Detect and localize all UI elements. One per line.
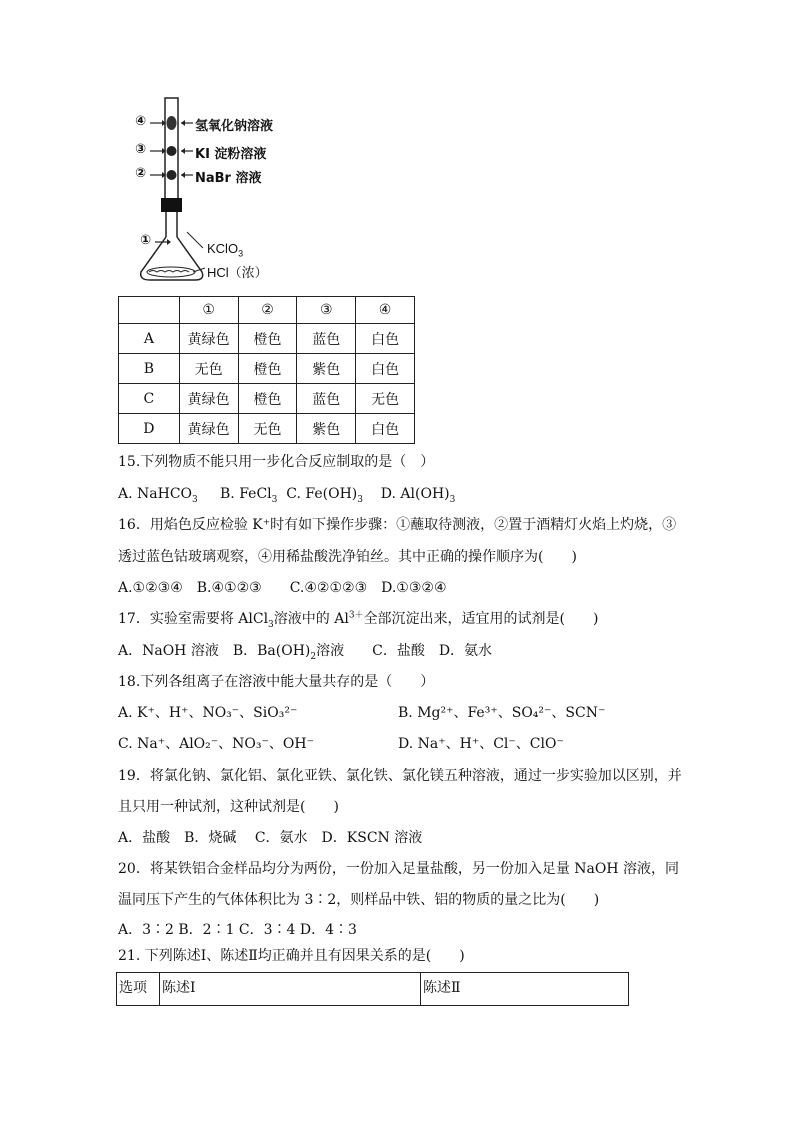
table-cell: 无色 xyxy=(356,384,415,414)
table-header-row xyxy=(117,973,629,1006)
nabr-solution-label: NaBr 溶液 xyxy=(195,171,262,186)
q18-option-b: B. Mg²⁺、Fe³⁺、SO₄²⁻、SCN⁻ xyxy=(398,705,606,721)
q21-table xyxy=(116,972,629,1006)
table-header-cell xyxy=(119,297,180,324)
table-header-cell: ④ xyxy=(356,297,415,324)
q15-option-b: B. FeCl$_3$ xyxy=(220,486,278,505)
q19-line2: 且只用一种试剂，这种试剂是( ) xyxy=(118,799,339,815)
q20-line2: 温同压下产生的气体体积比为 3∶2，则样品中铁、铝的物质的量之比为( ) xyxy=(118,892,600,908)
ki-starch-label: KI 淀粉溶液 xyxy=(195,147,267,162)
q15-option-a: A. NaHCO$_3$ xyxy=(118,486,198,505)
hcl-label: HCl（浓） xyxy=(207,265,268,280)
naoh-solution-label: 氢氧化钠溶液 xyxy=(195,119,274,134)
table-row xyxy=(119,324,415,354)
q15-options xyxy=(118,485,455,503)
table-header-cell: ① xyxy=(179,297,238,324)
table-cell: A xyxy=(119,324,180,354)
table-cell: B xyxy=(119,354,180,384)
table-cell: 黄绿色 xyxy=(179,414,238,444)
kclo3-label: KClO$_3$ xyxy=(207,241,244,259)
table-header-row xyxy=(119,297,415,324)
q16-line2: 透过蓝色钴玻璃观察，④用稀盐酸洗净铂丝。其中正确的操作顺序为( ) xyxy=(118,549,577,565)
table-cell: 橙色 xyxy=(238,354,297,384)
table-header-cell: 陈述Ⅰ xyxy=(160,973,421,1006)
table-row xyxy=(119,414,415,444)
q18-stem: 18.下列各组离子在溶液中能大量共存的是（ ） xyxy=(118,674,435,690)
circle-num-3: ③ xyxy=(135,142,147,157)
table-cell: 橙色 xyxy=(238,384,297,414)
table-cell: 蓝色 xyxy=(297,324,356,354)
q16-line1: 16．用焰色反应检验 K⁺时有如下操作步骤：①蘸取待测液，②置于酒精灯火焰上灼烧，③ xyxy=(118,517,677,533)
q19-options: A．盐酸 B．烧碱 C．氨水 D．KSCN 溶液 xyxy=(118,830,423,846)
q17-stem: 17．实验室需要将 AlCl$_3$溶液中的 $Al^{3+}$全部沉淀出来，适宜用的试剂是( ) xyxy=(118,610,599,630)
q15-stem: 15.下列物质不能只用一步化合反应制取的是（ ） xyxy=(118,454,435,470)
table-cell: D xyxy=(119,414,180,444)
q20-line1: 20．将某铁铝合金样品均分为两份，一份加入足量盐酸，另一份加入足量 NaOH 溶液，同 xyxy=(118,861,679,877)
q20-options: A．3∶2 B．2∶1 C．3∶4 D．4∶3 xyxy=(118,922,357,938)
q18-option-a: A. K⁺、H⁺、NO₃⁻、SiO₃²⁻ xyxy=(118,705,298,721)
circle-num-2: ② xyxy=(135,166,147,181)
q16-options: A.①②③④ B.④①②③ C.④②①②③ D.①③②④ xyxy=(118,580,447,596)
table-cell: 白色 xyxy=(356,354,415,384)
q17-options: A．NaOH 溶液 B．$Ba(OH)_2$溶液 C．盐酸 D．氨水 xyxy=(118,643,493,662)
table-cell: 橙色 xyxy=(238,324,297,354)
table-cell: 无色 xyxy=(179,354,238,384)
color-table xyxy=(118,296,415,444)
q15-option-d: D. $Al(OH)_3$ xyxy=(380,486,456,505)
apparatus-figure xyxy=(125,92,295,287)
table-cell: 白色 xyxy=(356,324,415,354)
table-cell: 紫色 xyxy=(297,414,356,444)
table-row xyxy=(119,384,415,414)
table-header-cell: ③ xyxy=(297,297,356,324)
q18-option-c: C. Na⁺、AlO₂⁻、NO₃⁻、OH⁻ xyxy=(118,736,314,752)
table-header-cell: ② xyxy=(238,297,297,324)
table-header-cell: 陈述Ⅱ xyxy=(421,973,629,1006)
table-row xyxy=(119,354,415,384)
q15-option-c: C. $Fe(OH)_3$ xyxy=(286,486,363,505)
q19-line1: 19．将氯化钠、氯化铝、氯化亚铁、氯化铁、氯化镁五种溶液，通过一步实验加以区别，并 xyxy=(118,768,682,784)
table-cell: 黄绿色 xyxy=(179,384,238,414)
circle-num-4: ④ xyxy=(135,114,147,129)
table-header-cell: 选项 xyxy=(117,973,160,1006)
q21-stem: 21. 下列陈述Ⅰ、陈述Ⅱ均正确并且有因果关系的是( ) xyxy=(118,948,465,964)
table-cell: 蓝色 xyxy=(297,384,356,414)
table-cell: 白色 xyxy=(356,414,415,444)
table-cell: 无色 xyxy=(238,414,297,444)
circle-num-1: ① xyxy=(140,233,152,248)
table-cell: C xyxy=(119,384,180,414)
table-cell: 紫色 xyxy=(297,354,356,384)
q18-option-d: D. Na⁺、H⁺、Cl⁻、ClO⁻ xyxy=(398,736,564,752)
table-cell: 黄绿色 xyxy=(179,324,238,354)
